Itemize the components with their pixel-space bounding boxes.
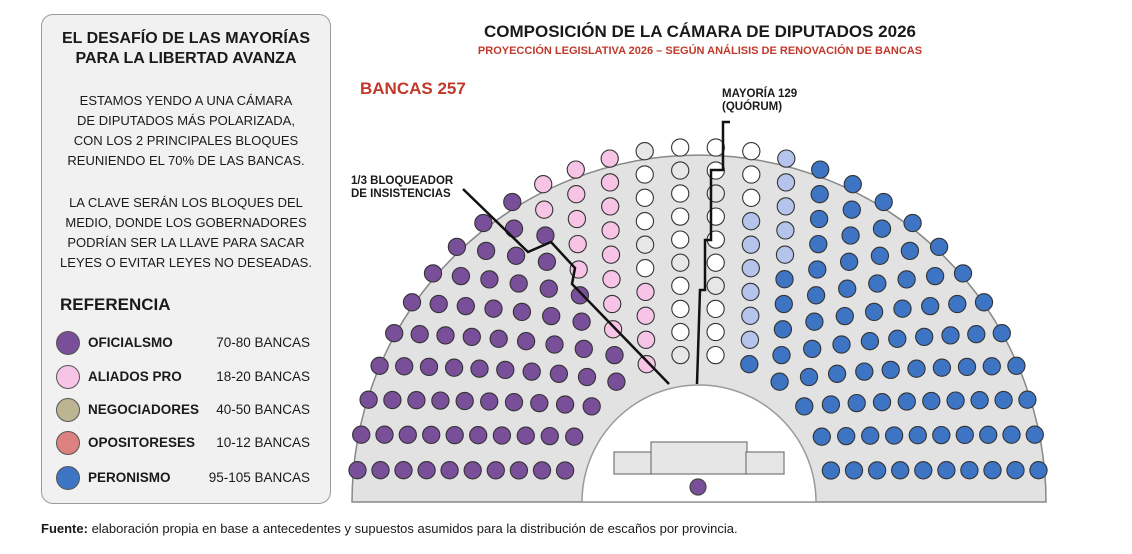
seat (637, 236, 654, 253)
seat (777, 222, 794, 239)
seat (741, 356, 758, 373)
president-seat (690, 479, 706, 495)
seat (424, 265, 441, 282)
seat (869, 462, 886, 479)
seat (540, 280, 557, 297)
seat (535, 176, 552, 193)
seat (961, 462, 978, 479)
panel-title-line-2: PARA LA LIBERTAD AVANZA (75, 50, 297, 67)
seat (638, 331, 655, 348)
seat (845, 462, 862, 479)
seat (601, 150, 618, 167)
seat (386, 325, 403, 342)
seat (993, 325, 1010, 342)
seat (811, 186, 828, 203)
seat (809, 261, 826, 278)
seat (841, 253, 858, 270)
seat (776, 246, 793, 263)
seat (886, 427, 903, 444)
chart-subtitle: PROYECCIÓN LEGISLATIVA 2026 – SEGÚN ANÁLISIS DE RENOVACIÓN DE BANCAS (477, 45, 923, 57)
seat (497, 361, 514, 378)
seat (898, 271, 915, 288)
seat (796, 398, 813, 415)
insistencias-label: DE INSISTENCIAS (351, 188, 451, 200)
majority-annotation (722, 88, 797, 114)
seat (578, 368, 595, 385)
seat (636, 166, 653, 183)
legend-label: OFICIALSMO (88, 335, 173, 350)
seat (536, 201, 553, 218)
para-line: REUNIENDO EL 70% DE LAS BANCAS. (67, 153, 305, 168)
seat (464, 462, 481, 479)
seat (399, 426, 416, 443)
seat (811, 210, 828, 227)
seat (813, 428, 830, 445)
seat (505, 220, 522, 237)
seat (975, 294, 992, 311)
seat (571, 287, 588, 304)
seat (533, 462, 550, 479)
seat (916, 328, 933, 345)
seat (602, 246, 619, 263)
seat (949, 295, 966, 312)
seat (804, 340, 821, 357)
seat (968, 326, 985, 343)
seat (938, 462, 955, 479)
seat (873, 220, 890, 237)
seat (812, 161, 829, 178)
seat (882, 361, 899, 378)
seat (493, 427, 510, 444)
seat (927, 268, 944, 285)
total-seats-label: BANCAS 257 (360, 79, 466, 98)
seat (490, 330, 507, 347)
seat (568, 210, 585, 227)
seat (777, 198, 794, 215)
seat (452, 268, 469, 285)
seat (956, 426, 973, 443)
seat (707, 277, 724, 294)
seat (707, 323, 724, 340)
seat (741, 331, 758, 348)
seat (485, 300, 502, 317)
seat (608, 373, 625, 390)
seat (984, 462, 1001, 479)
seat (538, 253, 555, 270)
seat (550, 365, 567, 382)
legend-count: 70-80 BANCAS (216, 335, 310, 350)
seat (446, 359, 463, 376)
seat (995, 391, 1012, 408)
seat (743, 143, 760, 160)
seat (441, 462, 458, 479)
seat (371, 357, 388, 374)
legend-count: 10-12 BANCAS (216, 435, 310, 450)
seat (743, 213, 760, 230)
seat (505, 394, 522, 411)
seat (873, 394, 890, 411)
seat (471, 360, 488, 377)
seat (898, 393, 915, 410)
seat (983, 358, 1000, 375)
seat (602, 198, 619, 215)
seat (672, 139, 689, 156)
seat (742, 260, 759, 277)
seat (672, 231, 689, 248)
seat (510, 462, 527, 479)
seat (933, 427, 950, 444)
seat (672, 347, 689, 364)
seat (810, 236, 827, 253)
seat (707, 254, 724, 271)
legend-count: 95-105 BANCAS (208, 470, 310, 485)
seat (947, 392, 964, 409)
seat (423, 426, 440, 443)
reference-title: REFERENCIA (60, 295, 171, 314)
seat (933, 359, 950, 376)
seat (836, 308, 853, 325)
seat (806, 313, 823, 330)
seat (889, 330, 906, 347)
seat (568, 186, 585, 203)
para-line: DE DIPUTADOS MÁS POLARIZADA, (77, 113, 295, 128)
seat (408, 392, 425, 409)
seat (866, 303, 883, 320)
seat (583, 398, 600, 415)
seat (776, 271, 793, 288)
seat (743, 166, 760, 183)
para-line: ESTAMOS YENDO A UNA CÁMARA (79, 93, 293, 108)
seat (923, 392, 940, 409)
seat (376, 426, 393, 443)
legend-count: 40-50 BANCAS (216, 402, 310, 417)
seat (437, 327, 454, 344)
chart-title: COMPOSICIÓN DE LA CÁMARA DE DIPUTADOS 2026 (484, 22, 916, 41)
seat (672, 254, 689, 271)
seat (1030, 462, 1047, 479)
seat (430, 295, 447, 312)
para-line: PODRÍAN SER LA LLAVE PARA SACAR (67, 235, 305, 250)
seat (546, 336, 563, 353)
seat (606, 347, 623, 364)
majority-label: MAYORÍA 129 (722, 88, 798, 100)
seat (822, 396, 839, 413)
seat (707, 347, 724, 364)
seat (411, 326, 428, 343)
seat (848, 395, 865, 412)
legend-label: PERONISMO (88, 470, 171, 485)
seat (672, 300, 689, 317)
seat (742, 307, 759, 324)
seat (1026, 426, 1043, 443)
seat (1019, 391, 1036, 408)
seat (904, 214, 921, 231)
para-line: CON LOS 2 PRINCIPALES BLOQUES (73, 133, 299, 148)
seat (557, 396, 574, 413)
seat (742, 283, 759, 300)
seat (601, 174, 618, 191)
seat (360, 391, 377, 408)
seat (487, 462, 504, 479)
seat (463, 328, 480, 345)
seat (743, 189, 760, 206)
seat (353, 426, 370, 443)
seat (636, 213, 653, 230)
seat (774, 321, 791, 338)
seat (605, 321, 622, 338)
seat (833, 336, 850, 353)
seat (672, 162, 689, 179)
seat (829, 365, 846, 382)
legend-label: ALIADOS PRO (88, 369, 182, 384)
seat (637, 283, 654, 300)
desk-side-left (614, 452, 652, 474)
seat (808, 287, 825, 304)
seat (575, 340, 592, 357)
seat (771, 373, 788, 390)
seat (531, 395, 548, 412)
seat (901, 242, 918, 259)
seat (637, 307, 654, 324)
seat (637, 260, 654, 277)
legend-count: 18-20 BANCAS (216, 369, 310, 384)
seat (672, 185, 689, 202)
seat (871, 247, 888, 264)
seat (672, 208, 689, 225)
seat (672, 277, 689, 294)
desk-center (651, 442, 747, 474)
source-note (41, 521, 738, 536)
seat (862, 427, 879, 444)
seat (861, 333, 878, 350)
seat (403, 294, 420, 311)
source-label: Fuente: (41, 521, 88, 536)
seat (773, 347, 790, 364)
seat (396, 358, 413, 375)
seat (456, 392, 473, 409)
para-line: LEYES O EVITAR LEYES NO DESEADAS. (60, 255, 312, 270)
para-line: MEDIO, DONDE LOS GOBERNADORES (65, 215, 307, 230)
seat (513, 303, 530, 320)
seat (742, 236, 759, 253)
seat (954, 265, 971, 282)
seat (909, 427, 926, 444)
seat (707, 300, 724, 317)
seat (448, 238, 465, 255)
blocker-label: 1/3 BLOQUEADOR (351, 175, 454, 187)
seat (931, 238, 948, 255)
blocker-annotation (351, 175, 453, 201)
seat (843, 201, 860, 218)
seat (384, 391, 401, 408)
seat (457, 298, 474, 315)
seat (636, 189, 653, 206)
legend-label: NEGOCIADORES (88, 402, 200, 417)
seat (372, 462, 389, 479)
seat (603, 271, 620, 288)
source-text: elaboración propia en base a antecedentes y supuestos asumidos para la distribución de escaños por provincia. (87, 521, 738, 536)
seat (958, 358, 975, 375)
seat (507, 247, 524, 264)
seat (822, 462, 839, 479)
seat (777, 174, 794, 191)
seat (602, 222, 619, 239)
seat (418, 462, 435, 479)
seat (894, 300, 911, 317)
seat (1007, 462, 1024, 479)
seat (842, 227, 859, 244)
desk-side-right (746, 452, 784, 474)
seat (510, 275, 527, 292)
seat (543, 308, 560, 325)
seat (604, 295, 621, 312)
seat (1008, 357, 1025, 374)
seat (517, 427, 534, 444)
panel-title-line-1: EL DESAFÍO DE LAS MAYORÍAS (61, 30, 311, 47)
seat (856, 363, 873, 380)
seat (566, 428, 583, 445)
seat (844, 176, 861, 193)
seat (470, 427, 487, 444)
seat (475, 214, 492, 231)
seat (869, 275, 886, 292)
seat (569, 236, 586, 253)
seat (446, 427, 463, 444)
seat (838, 428, 855, 445)
seat (541, 428, 558, 445)
quorum-label: (QUÓRUM) (722, 101, 783, 113)
seat (672, 323, 689, 340)
seat (1003, 426, 1020, 443)
seat (942, 327, 959, 344)
seat (481, 393, 498, 410)
seat (349, 462, 366, 479)
seat (915, 462, 932, 479)
seat (839, 280, 856, 297)
seat (518, 333, 535, 350)
seat (638, 356, 655, 373)
para-line: LA CLAVE SERÁN LOS BLOQUES DEL (69, 195, 303, 210)
seat (892, 462, 909, 479)
seat (395, 462, 412, 479)
seat (908, 360, 925, 377)
seat (481, 271, 498, 288)
seat (557, 462, 574, 479)
legend-label: OPOSITORESES (88, 435, 196, 450)
seat (573, 313, 590, 330)
seat (478, 242, 495, 259)
seat (922, 298, 939, 315)
seat (523, 363, 540, 380)
seat (504, 193, 521, 210)
seat (778, 150, 795, 167)
seat (971, 392, 988, 409)
seat (800, 368, 817, 385)
seat (875, 193, 892, 210)
seat (775, 295, 792, 312)
seat (420, 358, 437, 375)
seat (567, 161, 584, 178)
seat (636, 143, 653, 160)
seat (432, 392, 449, 409)
seat (980, 426, 997, 443)
